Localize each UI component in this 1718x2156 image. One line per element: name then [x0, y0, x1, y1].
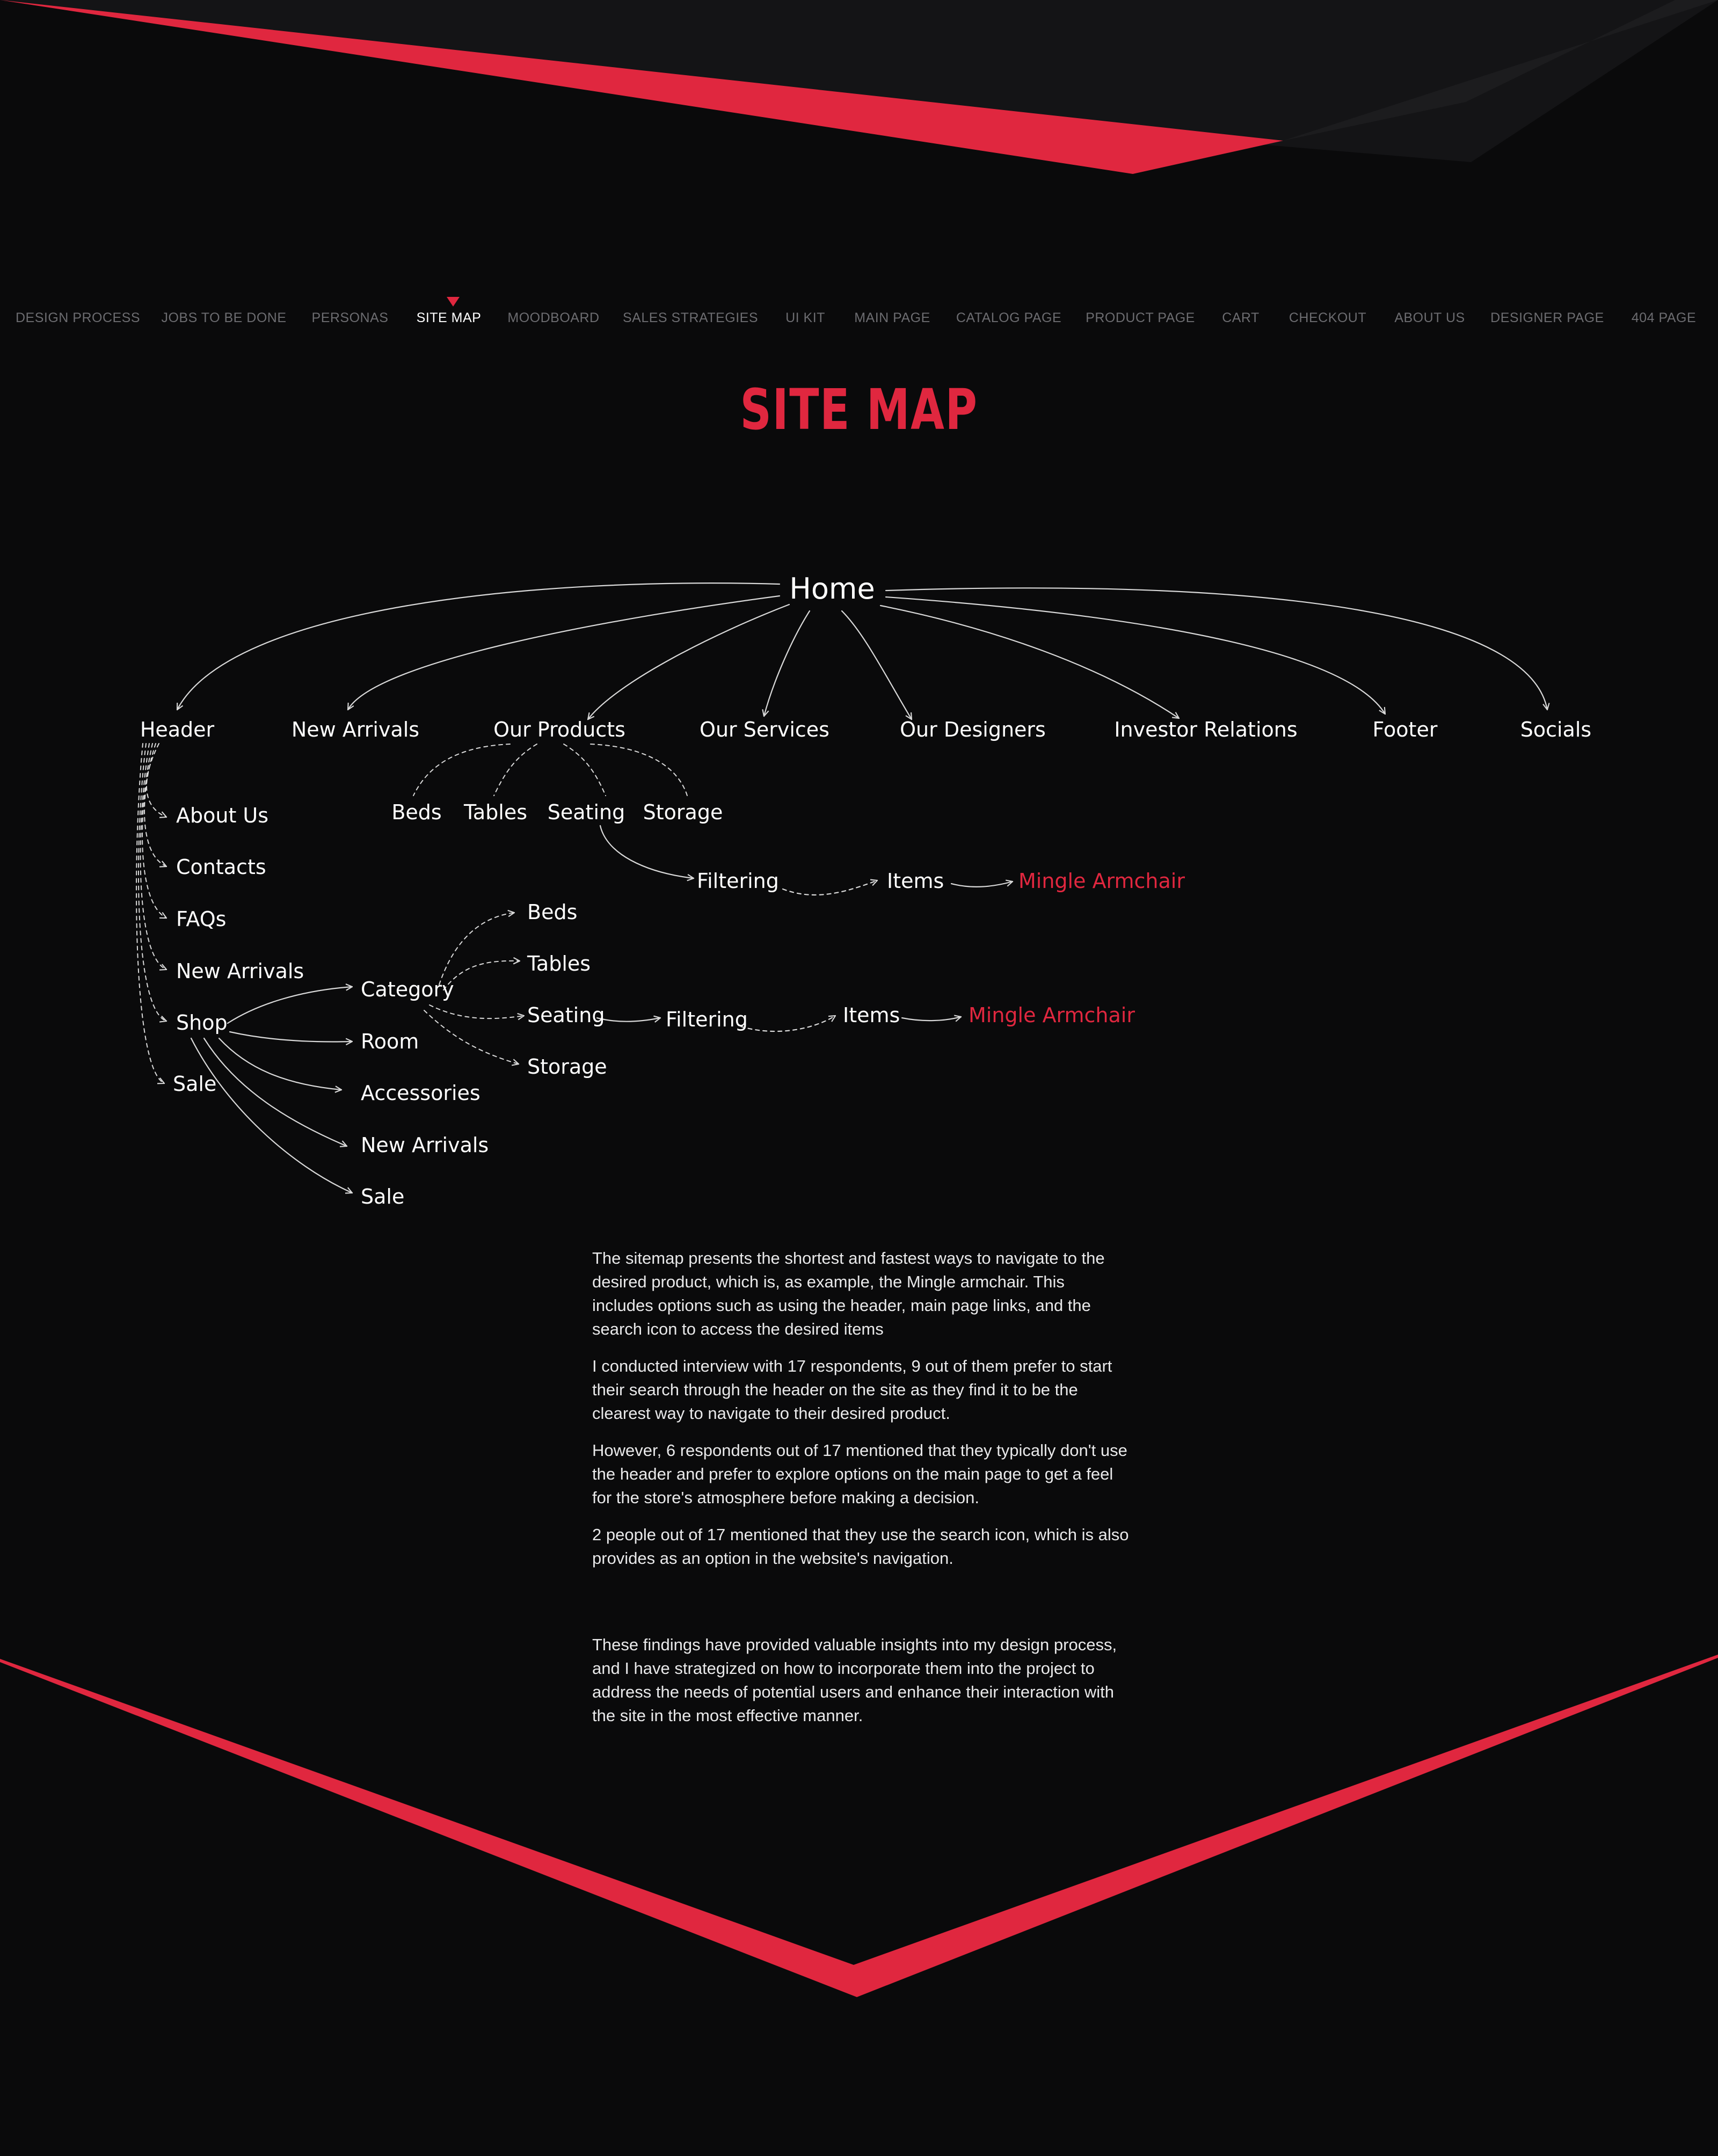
- connector-products-beds: [413, 744, 510, 796]
- connector-home-investor-relations: [880, 606, 1179, 718]
- node-faqs: FAQs: [176, 907, 227, 931]
- connector-category-beds: [439, 913, 514, 985]
- findings-paragraph: However, 6 respondents out of 17 mentioned that they typically don't use the header and prefer to explore options on the main page to get a feel for the store's atmosphere before making a decision.: [592, 1441, 1127, 1507]
- node-category-items: Items: [843, 1003, 900, 1027]
- connector-home-new-arrivals: [348, 596, 780, 710]
- nav-item-ui-kit[interactable]: UI KIT: [785, 310, 825, 325]
- node-header: Header: [140, 718, 215, 741]
- connector-products-seating: [564, 744, 606, 796]
- connector-seating-filtering: [600, 826, 694, 878]
- node-products-items: Items: [887, 869, 944, 893]
- node-category-beds: Beds: [527, 900, 578, 924]
- nav-item-checkout[interactable]: CHECKOUT: [1288, 310, 1367, 325]
- connector-products-tables: [494, 744, 537, 796]
- node-category-mingle-armchair: Mingle Armchair: [969, 1003, 1135, 1027]
- connectors: [136, 583, 1547, 1193]
- connector-products-storage: [591, 744, 687, 796]
- connector-cat-filtering-items: [741, 1016, 835, 1031]
- connector-header-new-arrivals: [141, 744, 166, 970]
- node-shop: Shop: [176, 1011, 228, 1035]
- node-shop-new-arrivals: New Arrivals: [361, 1133, 489, 1157]
- findings-paragraph: 2 people out of 17 mentioned that they use the search icon, which is also provides as an option in the website's navigation.: [592, 1525, 1129, 1568]
- node-socials: Socials: [1520, 718, 1592, 741]
- sitemap-diagram: [0, 558, 1718, 1235]
- node-about-us: About Us: [176, 804, 269, 827]
- node-our-designers: Our Designers: [900, 718, 1046, 741]
- nav-item-404-page[interactable]: 404 PAGE: [1631, 310, 1697, 325]
- active-nav-indicator-icon: [447, 297, 460, 307]
- node-products-seating: Seating: [547, 800, 625, 824]
- connector-shop-room: [230, 1032, 352, 1041]
- node-category-storage: Storage: [527, 1055, 607, 1079]
- node-our-products: Our Products: [493, 718, 625, 741]
- node-products-mingle-armchair: Mingle Armchair: [1018, 869, 1185, 893]
- findings-text: [592, 1247, 1129, 1570]
- node-home: Home: [789, 572, 875, 606]
- findings-paragraph: The sitemap presents the shortest and fastest ways to navigate to the desired product, which is, as example, the Mingle armchair. This includes options such as using the header, main page links, and the search icon to access the desired items: [592, 1249, 1105, 1338]
- node-our-services: Our Services: [700, 718, 829, 741]
- nav-item-catalog-page[interactable]: CATALOG PAGE: [956, 310, 1062, 325]
- top-decoration: [0, 0, 1718, 183]
- connector-home-header: [177, 583, 780, 710]
- node-accessories: Accessories: [361, 1081, 481, 1105]
- node-products-filtering: Filtering: [697, 869, 779, 893]
- connector-cat-items-mingle: [902, 1017, 961, 1021]
- connector-home-our-services: [764, 611, 810, 716]
- node-products-storage: Storage: [643, 800, 723, 824]
- findings-paragraph: I conducted interview with 17 respondents, 9 out of them prefer to start their search through the header on the site as they find it to be the clearest way to navigate to their desired product.: [592, 1357, 1112, 1423]
- nav-item-site-map[interactable]: SITE MAP: [416, 310, 482, 325]
- connector-category-seating: [430, 1005, 524, 1018]
- page-title: SITE MAP: [740, 377, 978, 442]
- connector-header-shop: [139, 744, 166, 1021]
- connector-home-socials: [886, 588, 1547, 710]
- node-shop-sale: Sale: [361, 1185, 405, 1208]
- node-header-sale: Sale: [173, 1072, 217, 1096]
- node-category: Category: [361, 978, 454, 1001]
- node-category-seating: Seating: [527, 1003, 605, 1027]
- connector-home-footer: [886, 597, 1385, 714]
- node-new-arrivals: New Arrivals: [291, 718, 420, 741]
- nav-item-personas[interactable]: PERSONAS: [311, 310, 389, 325]
- conclusion-text: These findings have provided valuable insights into my design process, and I have strategized on how to incorporate them into the project to address the needs of potential users and enhance their interaction with the site in the most effective manner.: [592, 1635, 1117, 1725]
- nav-item-main-page[interactable]: MAIN PAGE: [854, 310, 930, 325]
- node-investor-relations: Investor Relations: [1114, 718, 1298, 741]
- connector-header-contacts: [144, 744, 166, 866]
- nav-item-about-us[interactable]: ABOUT US: [1394, 310, 1465, 325]
- nav-item-design-process[interactable]: DESIGN PROCESS: [15, 310, 141, 325]
- node-products-tables: Tables: [463, 800, 528, 824]
- connector-home-our-designers: [842, 611, 912, 719]
- nav-item-moodboard[interactable]: MOODBOARD: [507, 310, 600, 325]
- connector-category-tables: [443, 961, 520, 990]
- connector-home-our-products: [588, 604, 789, 719]
- connector-items-mingle: [951, 882, 1013, 887]
- nav-item-sales-strategies[interactable]: SALES STRATEGIES: [622, 310, 759, 325]
- connector-shop-accessories: [219, 1038, 341, 1090]
- connector-header-about-us: [147, 744, 166, 817]
- connector-shop-category: [228, 987, 352, 1023]
- bottom-decoration: [0, 1632, 1718, 2019]
- node-products-beds: Beds: [391, 800, 442, 824]
- node-header-new-arrivals: New Arrivals: [176, 959, 304, 983]
- nav-item-product-page[interactable]: PRODUCT PAGE: [1086, 310, 1195, 325]
- nav-item-jobs-to-be-done[interactable]: JOBS TO BE DONE: [161, 310, 287, 325]
- node-category-tables: Tables: [527, 952, 591, 975]
- nav-item-cart[interactable]: CART: [1222, 310, 1260, 325]
- node-footer: Footer: [1372, 718, 1438, 741]
- section-nav: [0, 310, 1718, 332]
- node-category-filtering: Filtering: [666, 1008, 748, 1031]
- nav-item-designer-page[interactable]: DESIGNER PAGE: [1490, 310, 1604, 325]
- node-room: Room: [361, 1030, 419, 1053]
- bottom-red-chevron: [0, 1655, 1718, 1997]
- connector-cat-seating-filtering: [597, 1018, 660, 1022]
- node-contacts: Contacts: [176, 855, 266, 879]
- connector-filtering-items: [783, 880, 877, 895]
- connector-shop-sale: [191, 1038, 352, 1193]
- top-dark-shard: [0, 0, 1718, 162]
